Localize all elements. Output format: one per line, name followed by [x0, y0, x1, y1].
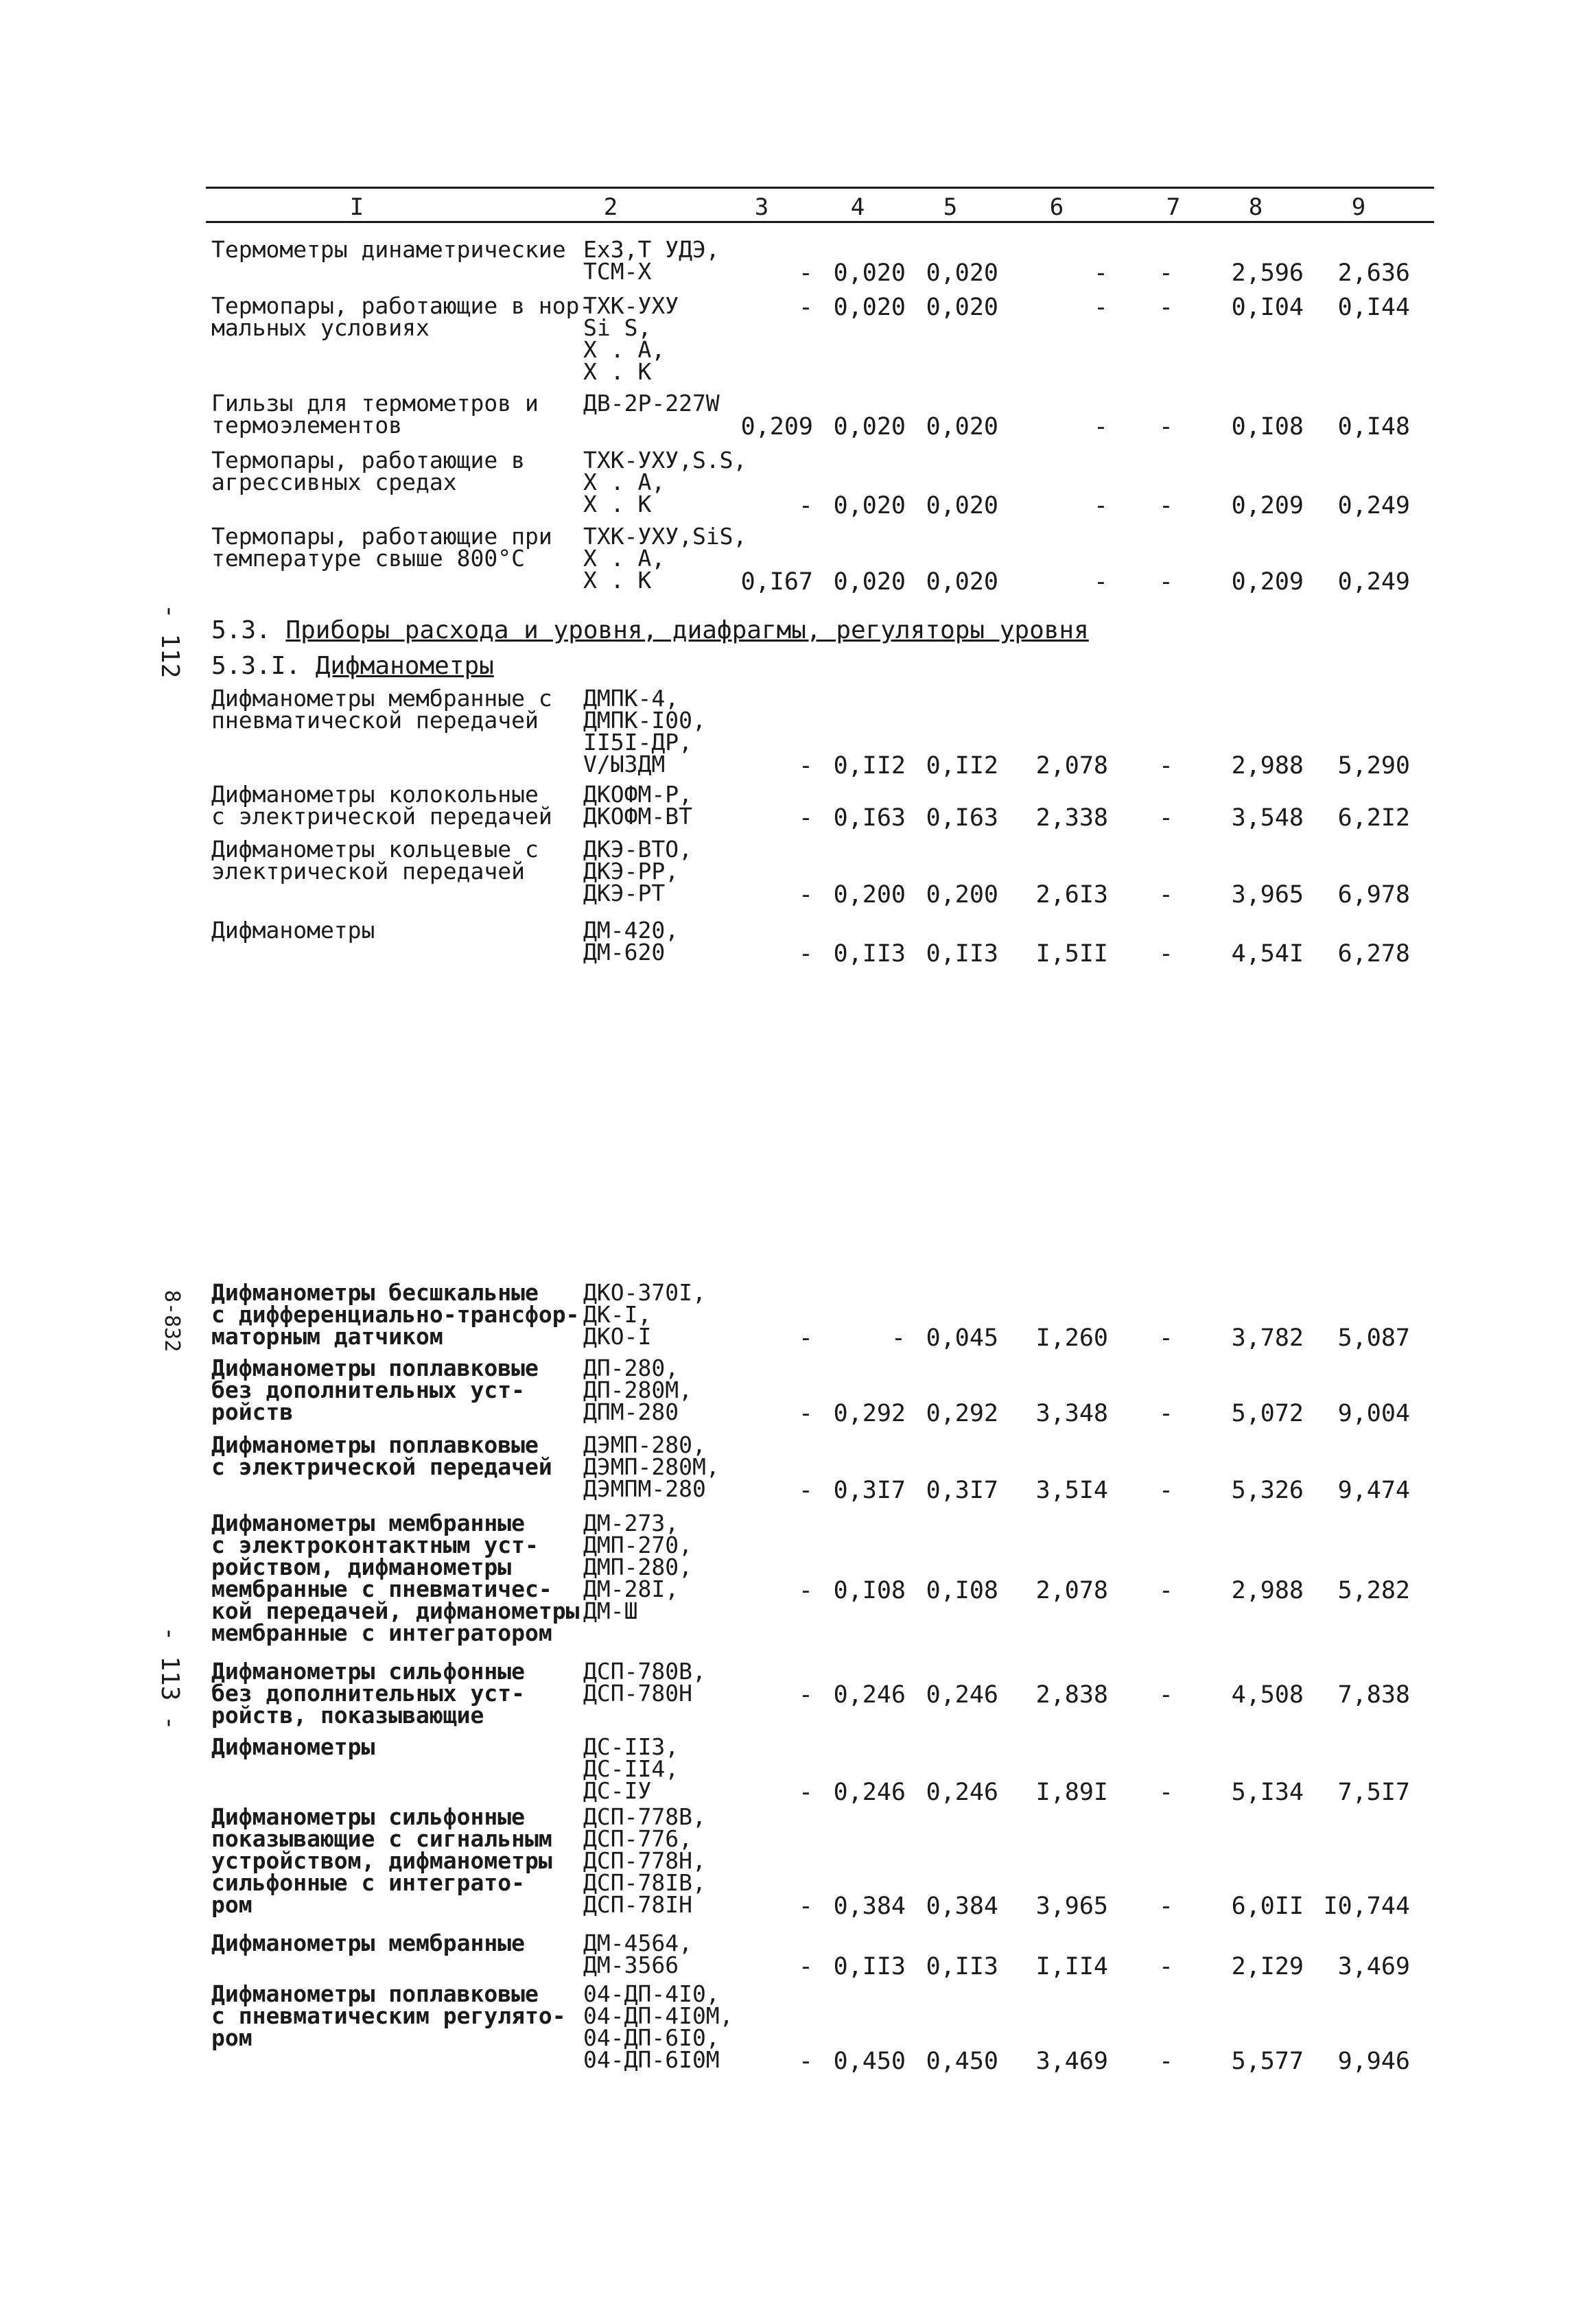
cell-c5: 0,020 — [926, 568, 998, 596]
section-5-3-heading — [211, 616, 1089, 644]
cell-c6: 3,469 — [1035, 2048, 1108, 2075]
cell-c5: 0,3I7 — [926, 1477, 998, 1504]
cell-c7: - — [1158, 1779, 1173, 1806]
table-top-rule — [206, 187, 1434, 189]
col-header-4: 4 — [850, 194, 865, 221]
cell-c6: I,II4 — [1035, 1953, 1108, 1980]
cell-c8: 2,I29 — [1231, 1953, 1304, 1980]
cell-c7: - — [1158, 940, 1173, 968]
row-code: ДКО-370I, ДК-I, ДКО-I — [583, 1279, 706, 1350]
cell-c5: 0,II3 — [926, 940, 998, 968]
cell-c7: - — [1158, 259, 1173, 287]
cell-c9: 6,978 — [1337, 881, 1410, 909]
row-name: Гильзы для термометров и термоэлементов — [211, 390, 539, 438]
row-name: Дифманометры бесшкальные с дифференциально-трансфор- маторным датчиком — [211, 1279, 580, 1350]
cell-c9: 5,087 — [1337, 1324, 1410, 1352]
cell-c9: 9,946 — [1337, 2048, 1410, 2075]
cell-c4: 0,I63 — [833, 804, 906, 832]
cell-c3: - — [798, 881, 813, 909]
cell-c7: - — [1158, 804, 1173, 832]
table-header-rule — [206, 221, 1434, 223]
cell-c4: 0,3I7 — [833, 1477, 906, 1504]
cell-c4: 0,II3 — [833, 1953, 906, 1980]
cell-c8: 0,I08 — [1231, 413, 1304, 441]
row-name: Дифманометры — [211, 917, 375, 944]
row-name: Термопары, работающие в агрессивных средах — [211, 447, 525, 495]
cell-c6: 2,338 — [1035, 804, 1108, 832]
cell-c9: 0,I44 — [1337, 294, 1410, 321]
cell-c9: 5,290 — [1337, 752, 1410, 780]
cell-c6: 2,078 — [1035, 752, 1108, 780]
cell-c4: 0,450 — [833, 2048, 906, 2075]
cell-c7: - — [1158, 1681, 1173, 1709]
cell-c8: 0,209 — [1231, 492, 1304, 519]
cell-c7: - — [1158, 1400, 1173, 1427]
row-name: Дифманометры — [211, 1733, 375, 1760]
cell-c7: - — [1158, 752, 1173, 780]
cell-c4: 0,020 — [833, 259, 906, 287]
section-5-3-number: 5.3. — [211, 616, 271, 644]
cell-c5: 0,020 — [926, 294, 998, 321]
cell-c9: 9,474 — [1337, 1477, 1410, 1504]
cell-c7: - — [1158, 492, 1173, 519]
cell-c9: 3,469 — [1337, 1953, 1410, 1980]
cell-c3: - — [798, 1400, 813, 1427]
cell-c8: 5,577 — [1231, 2048, 1304, 2075]
section-5-3-1-heading — [211, 652, 494, 680]
row-code: ДМ-420, ДМ-620 — [583, 917, 679, 965]
cell-c4: 0,020 — [833, 294, 906, 321]
row-name: Дифманометры сильфонные показывающие с сигнальным устройством, дифманометры сильфонные с интеграто- ром — [211, 1803, 552, 1918]
cell-c6: 2,078 — [1035, 1577, 1108, 1604]
row-name: Дифманометры мембранные — [211, 1930, 525, 1956]
cell-c8: 6,0II — [1231, 1893, 1304, 1920]
row-name: Дифманометры поплавковые с пневматическим регулято- ром — [211, 1980, 566, 2051]
cell-c3: - — [798, 1577, 813, 1604]
col-header-3: 3 — [754, 194, 769, 221]
cell-c7: - — [1158, 1893, 1173, 1920]
cell-c9: 2,636 — [1337, 259, 1410, 287]
cell-c8: 2,988 — [1231, 752, 1304, 780]
row-code: Ex3,Т УДЭ, ТСМ-Х — [583, 236, 720, 285]
cell-c6: - — [1093, 492, 1108, 519]
cell-c4: - — [891, 1324, 906, 1352]
cell-c4: 0,246 — [833, 1681, 906, 1709]
row-name: Дифманометры мембранные с пневматической передачей — [211, 685, 552, 734]
cell-c4: 0,020 — [833, 413, 906, 441]
cell-c9: 7,5I7 — [1337, 1779, 1410, 1806]
margin-page-112: - 112 — [156, 604, 184, 679]
col-header-1: I — [349, 194, 364, 221]
row-code: ТХК-УХУ,SiS, Х . А, Х . К — [583, 523, 747, 594]
cell-c3: - — [798, 294, 813, 321]
section-5-3-1-title: Дифманометры — [315, 652, 494, 680]
cell-c6: 2,838 — [1035, 1681, 1108, 1709]
cell-c9: 0,I48 — [1337, 413, 1410, 441]
col-header-6: 6 — [1049, 194, 1064, 221]
row-code: ДКОФМ-Р, ДКОФМ-ВТ — [583, 781, 692, 830]
cell-c4: 0,200 — [833, 881, 906, 909]
cell-c3: - — [798, 1324, 813, 1352]
cell-c9: 5,282 — [1337, 1577, 1410, 1604]
cell-c7: - — [1158, 2048, 1173, 2075]
row-name: Дифманометры сильфонные без дополнительных уст- ройств, показывающие — [211, 1658, 525, 1729]
cell-c6: - — [1093, 568, 1108, 596]
cell-c8: 2,596 — [1231, 259, 1304, 287]
row-name: Термопары, работающие в нор- мальных условиях — [211, 292, 594, 341]
cell-c3: - — [798, 940, 813, 968]
cell-c7: - — [1158, 294, 1173, 321]
cell-c8: 3,782 — [1231, 1324, 1304, 1352]
cell-c5: 0,292 — [926, 1400, 998, 1427]
cell-c6: 3,348 — [1035, 1400, 1108, 1427]
row-code: ТХК-УХУ Si S, Х . А, Х . К — [583, 292, 679, 385]
col-header-2: 2 — [603, 194, 618, 221]
cell-c5: 0,450 — [926, 2048, 998, 2075]
cell-c3: - — [798, 752, 813, 780]
cell-c6: - — [1093, 259, 1108, 287]
cell-c3: - — [798, 804, 813, 832]
cell-c5: 0,384 — [926, 1893, 998, 1920]
cell-c8: 5,I34 — [1231, 1779, 1304, 1806]
cell-c5: 0,I63 — [926, 804, 998, 832]
cell-c3: - — [798, 1681, 813, 1709]
row-code: ДС-II3, ДС-II4, ДС-IУ — [583, 1733, 679, 1804]
cell-c3: 0,I67 — [740, 568, 813, 596]
cell-c5: 0,020 — [926, 413, 998, 441]
cell-c3: - — [798, 1893, 813, 1920]
cell-c4: 0,384 — [833, 1893, 906, 1920]
row-name: Дифманометры кольцевые с электрической передачей — [211, 836, 539, 885]
row-name: Термопары, работающие при температуре свыше 800°С — [211, 523, 552, 572]
cell-c9: 7,838 — [1337, 1681, 1410, 1709]
cell-c8: 2,988 — [1231, 1577, 1304, 1604]
cell-c6: I,89I — [1035, 1779, 1108, 1806]
col-header-9: 9 — [1351, 194, 1366, 221]
cell-c5: 0,II2 — [926, 752, 998, 780]
cell-c9: 9,004 — [1337, 1400, 1410, 1427]
row-code: ДЭМП-280, ДЭМП-280М, ДЭМПМ-280 — [583, 1431, 720, 1502]
row-code: ДСП-780В, ДСП-780Н — [583, 1658, 706, 1707]
row-code: 04-ДП-4I0, 04-ДП-4I0М, 04-ДП-6I0, 04-ДП-6I0М — [583, 1980, 734, 2073]
cell-c7: - — [1158, 1577, 1173, 1604]
cell-c7: - — [1158, 1324, 1173, 1352]
cell-c8: 5,072 — [1231, 1400, 1304, 1427]
cell-c8: 3,548 — [1231, 804, 1304, 832]
cell-c3: 0,209 — [740, 413, 813, 441]
section-5-3-1-number: 5.3.I. — [211, 652, 301, 680]
cell-c5: 0,I08 — [926, 1577, 998, 1604]
cell-c6: I,5II — [1035, 940, 1108, 968]
cell-c9: 6,278 — [1337, 940, 1410, 968]
cell-c8: 3,965 — [1231, 881, 1304, 909]
row-code: ДМПК-4, ДМПК-I00, II5I-ДР, V/ЫЗДМ — [583, 685, 706, 777]
cell-c3: - — [798, 2048, 813, 2075]
row-name: Дифманометры поплавковые без дополнительных уст- ройств — [211, 1355, 539, 1425]
col-header-5: 5 — [943, 194, 958, 221]
cell-c5: 0,020 — [926, 259, 998, 287]
row-code: ДМ-4564, ДМ-3566 — [583, 1930, 692, 1978]
cell-c3: - — [798, 259, 813, 287]
cell-c6: 2,6I3 — [1035, 881, 1108, 909]
cell-c3: - — [798, 1953, 813, 1980]
row-code: ТХК-УХУ,S.S, Х . А, Х . К — [583, 447, 747, 517]
cell-c6: I,260 — [1035, 1324, 1108, 1352]
cell-c9: 0,249 — [1337, 568, 1410, 596]
row-name: Дифманометры колокольные с электрической передачей — [211, 781, 552, 830]
cell-c7: - — [1158, 1477, 1173, 1504]
cell-c6: - — [1093, 294, 1108, 321]
cell-c6: 3,965 — [1035, 1893, 1108, 1920]
row-code: ДСП-778В, ДСП-776, ДСП-778Н, ДСП-78IВ, ДСП-78IН — [583, 1803, 706, 1918]
cell-c7: - — [1158, 881, 1173, 909]
cell-c9: I0,744 — [1323, 1893, 1410, 1920]
cell-c4: 0,I08 — [833, 1577, 906, 1604]
cell-c5: 0,200 — [926, 881, 998, 909]
cell-c8: 4,54I — [1231, 940, 1304, 968]
cell-c8: 0,209 — [1231, 568, 1304, 596]
cell-c4: 0,020 — [833, 492, 906, 519]
section-5-3-title: Приборы расхода и уровня, диафрагмы, регуляторы уровня — [285, 616, 1089, 644]
cell-c3: - — [798, 1477, 813, 1504]
cell-c5: 0,045 — [926, 1324, 998, 1352]
row-name: Дифманометры поплавковые с электрической передачей — [211, 1431, 552, 1480]
cell-c3: - — [798, 1779, 813, 1806]
cell-c8: 5,326 — [1231, 1477, 1304, 1504]
margin-doc-code: 8-832 — [160, 1290, 184, 1353]
cell-c7: - — [1158, 568, 1173, 596]
cell-c5: 0,246 — [926, 1779, 998, 1806]
cell-c4: 0,II2 — [833, 752, 906, 780]
cell-c9: 6,2I2 — [1337, 804, 1410, 832]
cell-c5: 0,II3 — [926, 1953, 998, 1980]
cell-c5: 0,246 — [926, 1681, 998, 1709]
cell-c5: 0,020 — [926, 492, 998, 519]
row-name: Термометры динаметрические — [211, 236, 566, 263]
cell-c8: 4,508 — [1231, 1681, 1304, 1709]
cell-c7: - — [1158, 413, 1173, 441]
col-header-7: 7 — [1166, 194, 1181, 221]
cell-c4: 0,II3 — [833, 940, 906, 968]
cell-c4: 0,292 — [833, 1400, 906, 1427]
cell-c6: - — [1093, 413, 1108, 441]
row-code: ДМ-273, ДМП-270, ДМП-280, ДМ-28I, ДМ-Ш — [583, 1510, 692, 1624]
cell-c6: 3,5I4 — [1035, 1477, 1108, 1504]
cell-c8: 0,I04 — [1231, 294, 1304, 321]
cell-c3: - — [798, 492, 813, 519]
col-header-8: 8 — [1248, 194, 1263, 221]
margin-page-113: - 113 - — [156, 1626, 184, 1731]
row-name: Дифманометры мембранные с электроконтактным уст- ройством, дифманометры мембранные с пневматичес- кой передачей, дифманометры мембранные с интегратором — [211, 1510, 580, 1646]
row-code: ДВ-2Р-227W — [583, 390, 720, 417]
row-code: ДКЭ-ВТО, ДКЭ-РР, ДКЭ-РТ — [583, 836, 692, 906]
cell-c9: 0,249 — [1337, 492, 1410, 519]
cell-c4: 0,020 — [833, 568, 906, 596]
cell-c4: 0,246 — [833, 1779, 906, 1806]
cell-c7: - — [1158, 1953, 1173, 1980]
row-code: ДП-280, ДП-280М, ДПМ-280 — [583, 1355, 692, 1425]
